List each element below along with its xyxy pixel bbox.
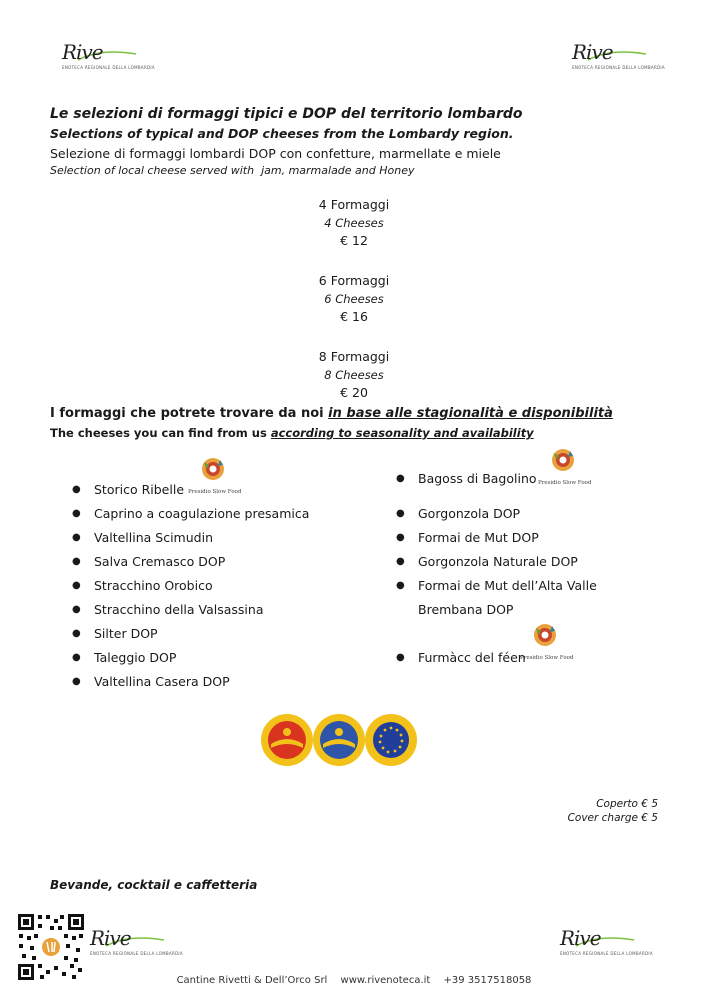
price-option xyxy=(254,348,454,402)
slow-food-icon xyxy=(532,622,558,648)
cheese-name: Formai de Mut DOP xyxy=(418,530,539,545)
cheese-list-right-last xyxy=(396,646,574,670)
cheese-name: Storico Ribelle xyxy=(94,482,185,497)
list-item xyxy=(396,646,574,670)
section-heading-it-underlined: in base alle stagionalità e disponibilità xyxy=(328,406,613,421)
bullet-icon: ● xyxy=(72,676,81,687)
footer-company: Cantine Rivetti & Dell’Orco Srl xyxy=(176,975,328,986)
price-option xyxy=(254,196,454,250)
list-item xyxy=(72,622,309,646)
cheese-name: Valtellina Casera DOP xyxy=(94,674,230,689)
bullet-icon: ● xyxy=(72,580,81,591)
stg-seal-icon xyxy=(365,714,417,766)
eu-quality-seals xyxy=(258,712,420,768)
list-item xyxy=(72,526,309,550)
bullet-icon: ● xyxy=(396,532,405,543)
slow-food-label: Presidio Slow Food xyxy=(188,489,242,495)
title-en: Selections of typical and DOP cheeses from the Lombardy region. xyxy=(50,126,514,141)
price-option-label-it: 6 Formaggi xyxy=(318,273,390,288)
list-item xyxy=(72,670,309,694)
cover-charge xyxy=(568,797,658,825)
logo-top-left xyxy=(60,40,155,74)
cheese-name: Stracchino della Valsassina xyxy=(94,602,264,617)
list-item xyxy=(396,502,597,526)
price-option-label-en: 6 Cheeses xyxy=(324,292,384,306)
logo-script: Rive xyxy=(62,40,103,64)
igp-seal-icon xyxy=(313,714,365,766)
drinks-heading: Bevande, cocktail e caffetteria xyxy=(50,878,258,892)
cheese-name: Valtellina Scimudin xyxy=(94,530,213,545)
cheese-list-right xyxy=(396,467,592,491)
logo-script: Rive xyxy=(90,926,131,950)
cheese-name: Gorgonzola DOP xyxy=(418,506,521,521)
cheese-name: Brembana DOP xyxy=(418,602,514,617)
cheese-name: Stracchino Orobico xyxy=(94,578,213,593)
cheese-name: Salva Cremasco DOP xyxy=(94,554,226,569)
footer-website[interactable]: www.rivenoteca.it xyxy=(340,975,431,986)
price-value: € 12 xyxy=(340,233,368,248)
bullet-icon: ● xyxy=(396,556,405,567)
slow-food-label: Presidio Slow Food xyxy=(538,480,592,486)
section-heading-it-plain: I formaggi che potrete trovare da noi xyxy=(50,406,329,421)
logo-script: Rive xyxy=(572,40,613,64)
bullet-icon: ● xyxy=(72,628,81,639)
list-item xyxy=(72,646,309,670)
bullet-icon: ● xyxy=(396,473,405,484)
slow-food-badge xyxy=(536,447,592,486)
cheese-list-left xyxy=(72,478,309,694)
price-value: € 20 xyxy=(340,385,368,400)
cheese-name: Taleggio DOP xyxy=(94,650,177,665)
qr-code-icon xyxy=(16,912,86,982)
cheese-name: Bagoss di Bagolino xyxy=(418,471,537,486)
price-option-label-it: 8 Formaggi xyxy=(318,349,390,364)
footer xyxy=(0,975,708,986)
bullet-icon: ● xyxy=(72,484,81,495)
list-item-continuation xyxy=(396,598,597,622)
logo-top-right xyxy=(570,40,665,74)
price-option-label-en: 8 Cheeses xyxy=(324,368,384,382)
slow-food-label: Presidio Slow Food xyxy=(520,655,574,661)
bullet-icon: ● xyxy=(72,532,81,543)
list-item xyxy=(396,467,592,491)
logo-tagline: ENOTECA REGIONALE DELLA LOMBARDIA xyxy=(572,65,665,70)
slow-food-badge xyxy=(186,456,242,495)
list-item xyxy=(72,574,309,598)
section-heading-en-plain: The cheeses you can find from us xyxy=(50,426,271,440)
bullet-icon: ● xyxy=(396,508,405,519)
bullet-icon: ● xyxy=(396,652,405,663)
logo-tagline: ENOTECA REGIONALE DELLA LOMBARDIA xyxy=(90,951,183,956)
section-heading-it xyxy=(50,406,613,421)
list-item xyxy=(72,502,309,526)
cheese-name: Gorgonzola Naturale DOP xyxy=(418,554,578,569)
cheese-name: Furmàcc del féen xyxy=(418,650,526,665)
logo-tagline: ENOTECA REGIONALE DELLA LOMBARDIA xyxy=(62,65,155,70)
bullet-icon: ● xyxy=(72,604,81,615)
cheese-name: Silter DOP xyxy=(94,626,158,641)
list-item xyxy=(72,550,309,574)
list-item xyxy=(72,598,309,622)
description-it: Selezione di formaggi lombardi DOP con confetture, marmellate e miele xyxy=(50,146,501,161)
section-heading-en xyxy=(50,426,534,440)
footer-phone[interactable]: +39 3517518058 xyxy=(443,975,532,986)
slow-food-icon xyxy=(550,447,576,473)
cheese-name: Caprino a coagulazione presamica xyxy=(94,506,310,521)
bullet-icon: ● xyxy=(72,556,81,567)
title-it: Le selezioni di formaggi tipici e DOP del territorio lombardo xyxy=(50,106,523,122)
description-en: Selection of local cheese served with jam, marmalade and Honey xyxy=(50,164,415,177)
bullet-icon: ● xyxy=(396,580,405,591)
list-item xyxy=(396,550,597,574)
price-option xyxy=(254,272,454,326)
cover-charge-en: Cover charge € 5 xyxy=(567,812,658,824)
cheese-name: Formai de Mut dell’Alta Valle xyxy=(418,578,597,593)
price-option-label-it: 4 Formaggi xyxy=(318,197,390,212)
cheese-list-right-cont xyxy=(396,502,597,622)
logo-bottom-left xyxy=(88,926,183,960)
bullet-icon: ● xyxy=(72,508,81,519)
dop-seal-icon xyxy=(261,714,313,766)
logo-tagline: ENOTECA REGIONALE DELLA LOMBARDIA xyxy=(560,951,653,956)
bullet-icon: ● xyxy=(72,652,81,663)
slow-food-badge xyxy=(518,622,574,661)
list-item xyxy=(396,526,597,550)
logo-bottom-right xyxy=(558,926,653,960)
price-value: € 16 xyxy=(340,309,368,324)
slow-food-icon xyxy=(200,456,226,482)
list-item xyxy=(396,574,597,598)
list-item xyxy=(72,478,309,502)
price-list xyxy=(254,196,454,424)
price-option-label-en: 4 Cheeses xyxy=(324,216,384,230)
cover-charge-it: Coperto € 5 xyxy=(596,798,658,810)
section-heading-en-underlined: according to seasonality and availability xyxy=(270,426,534,440)
logo-script: Rive xyxy=(560,926,601,950)
